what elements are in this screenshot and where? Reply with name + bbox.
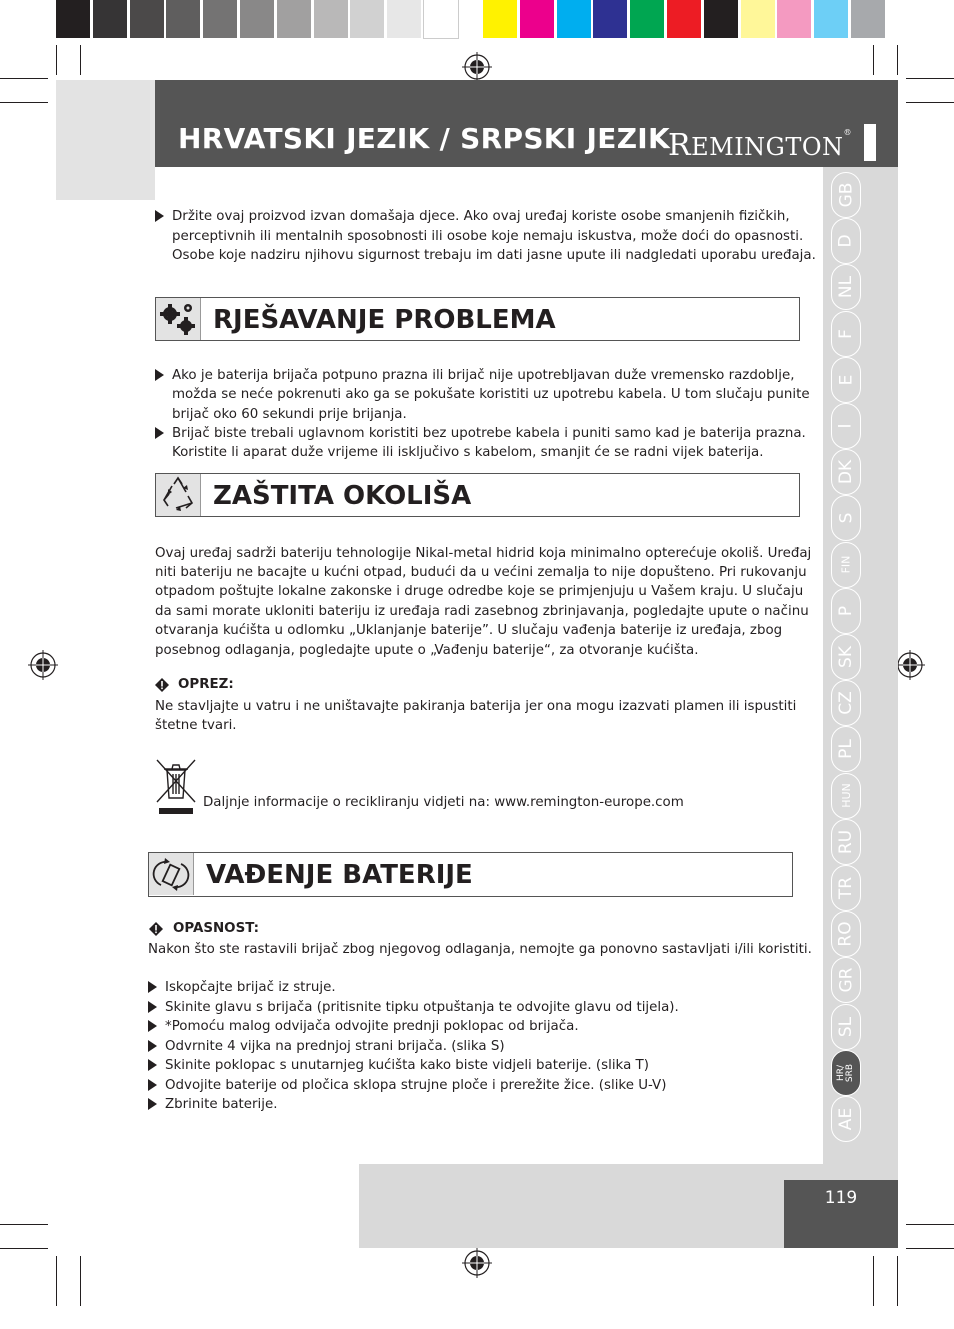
battery-removal-step: Iskopčajte brijač iz struje. (165, 980, 336, 995)
crop-mark (0, 1224, 48, 1225)
crop-mark (0, 102, 48, 103)
battery-removal-step: Odvojite baterije od pločica sklopa strujne ploče i prerežite žice. (slike U-V) (165, 1077, 667, 1093)
battery-removal-icon (149, 853, 194, 895)
recycle-icon (156, 474, 201, 516)
warning-icon (149, 922, 163, 936)
color-swatch (593, 0, 627, 38)
language-tab-label: S (835, 512, 856, 524)
language-tab-s[interactable] (831, 495, 861, 541)
section-heading-troubleshooting (155, 297, 800, 341)
crop-mark (906, 1224, 954, 1225)
language-tab-cz[interactable] (831, 680, 861, 726)
language-tab-sk[interactable] (831, 634, 861, 680)
language-tab-label: TR (835, 876, 856, 900)
bullet-arrow-icon (155, 210, 164, 222)
registration-mark-icon (895, 650, 925, 680)
bullet-arrow-icon (155, 427, 164, 439)
crop-mark (897, 45, 898, 75)
caution-line: štetne tvari. (155, 718, 237, 733)
crop-mark (906, 1248, 954, 1249)
color-swatch (483, 0, 517, 38)
troubleshoot-line: možda se neće pokrenuti ako ga se pokušate koristiti uz upotrebu kabela. U tom slučaju punite (172, 387, 810, 402)
language-tab-label: I (835, 423, 856, 429)
environment-paragraph-line: posebnog odlaganja, pogledajte upute o „Vađenju baterije“, za otvoranje kućišta. (155, 643, 699, 658)
troubleshoot-line: Brijač biste trebali uglavnom koristiti bez upotrebe kabela i puniti samo kad je baterija prazna. (172, 426, 806, 441)
language-tab-label: D (836, 234, 856, 248)
crop-mark (906, 78, 954, 79)
bullet-arrow-icon (148, 1079, 157, 1091)
registration-mark-icon (28, 650, 58, 680)
language-tab-label: NL (835, 276, 856, 299)
language-tab-gr[interactable] (831, 957, 861, 1003)
bullet-arrow-icon (148, 981, 157, 993)
environment-paragraph-line: niti bateriju ne bacajte u kućni otpad, budući da u većini zemalja to nije dopušteno. Pri rukovanju (155, 565, 807, 580)
language-tab-label: SK (835, 646, 856, 668)
crop-mark (906, 102, 954, 103)
language-tab-label: RO (835, 921, 856, 947)
language-tab-label: DK (836, 460, 856, 485)
language-tab-label: RU (835, 829, 856, 854)
troubleshoot-line: Ako je baterija brijača potpuno prazna ili brijač nije upotrebljavan duže vremensko razdoblje, (172, 368, 795, 383)
bullet-arrow-icon (148, 1040, 157, 1052)
color-swatch (350, 0, 384, 38)
language-tab-i[interactable] (831, 403, 861, 449)
crop-mark (56, 1256, 57, 1306)
color-swatch (240, 0, 274, 38)
environment-paragraph-line: da sami morate ukloniti bateriju iz uređaja radi zasebnog zbrinjavanja, pogledajte upute o načinu (155, 604, 809, 619)
page-title: HRVATSKI JEZIK / SRPSKI JEZIK (178, 122, 671, 155)
color-swatch (130, 0, 164, 38)
language-tab-hr-srb[interactable] (831, 1050, 861, 1096)
color-swatch (667, 0, 701, 38)
bullet-arrow-icon (148, 1098, 157, 1110)
language-tab-label: CZ (836, 691, 856, 715)
crop-mark (0, 78, 48, 79)
language-tab-label: F (836, 328, 856, 339)
crop-mark (80, 1256, 81, 1306)
header-side-panel (56, 80, 155, 200)
language-tab-label: GB (836, 182, 856, 208)
language-tab-p[interactable] (831, 588, 861, 634)
color-swatch (166, 0, 200, 38)
danger-label: OPASNOST: (173, 921, 259, 936)
language-tab-dk[interactable] (831, 449, 861, 495)
intro-line: Osobe koje nadziru njihovu sigurnost trebaju im dati jasne upute ili nadgledati uporabu uređaja. (172, 248, 816, 263)
bullet-arrow-icon (155, 369, 164, 381)
language-tab-hun[interactable] (831, 773, 861, 819)
language-tab-ru[interactable] (831, 819, 861, 865)
language-tab-tr[interactable] (831, 865, 861, 911)
troubleshoot-line: Koristite li aparat duže vrijeme ili isključivo s kabelom, smanjit će se radni vijek baterija. (172, 445, 764, 460)
caution-line: Ne stavljajte u vatru i ne uništavajte pakiranja baterija jer ona mogu izazvati plamen ili ispustiti (155, 699, 797, 714)
environment-paragraph-line: otpadom poštujte lokalne zakonske i druge odredbe koje se primjenjuju u Vašem kraju. U slučaju (155, 584, 804, 599)
environment-paragraph-line: Ovaj uređaj sadrži bateriju tehnologije Nikal-metal hidrid koja minimalno opterećuje okoliš. Uređaj (155, 546, 812, 561)
section-heading-battery-removal (148, 852, 793, 897)
color-swatch (520, 0, 554, 38)
color-swatch (851, 0, 885, 38)
warning-icon (155, 678, 169, 692)
language-tab-label: SL (835, 1016, 856, 1037)
language-tab-label-line: HR/ (835, 1064, 846, 1081)
section-title: VAĐENJE BATERIJE (206, 860, 473, 890)
troubleshoot-line: brijač oko 60 sekundi prije brijanja. (172, 407, 407, 422)
language-tab-label: P (835, 605, 856, 616)
battery-removal-step: Skinite poklopac s unutarnjeg kućišta kako biste vidjeli baterije. (slika T) (165, 1058, 649, 1073)
language-tab-d[interactable] (831, 218, 861, 264)
danger-text: Nakon što ste rastavili brijač zbog njegovog odlaganja, nemojte ga ponovno sastavljati i/ili koristiti. (148, 942, 812, 957)
color-swatch (741, 0, 775, 38)
language-tab-ae[interactable] (831, 1096, 861, 1142)
color-swatch (630, 0, 664, 38)
section-heading-environment (155, 473, 800, 517)
recycling-info-text: Daljnje informacije o recikliranju vidjeti na: www.remington-europe.com (203, 795, 684, 810)
language-tab-label: HUN (839, 783, 853, 808)
crop-mark (873, 45, 874, 75)
color-swatch (277, 0, 311, 38)
bullet-arrow-icon (148, 1059, 157, 1071)
crop-mark (897, 1256, 898, 1306)
color-swatch (704, 0, 738, 38)
language-tab-gb[interactable] (831, 172, 861, 218)
caution-label: OPREZ: (178, 677, 234, 692)
bullet-arrow-icon (148, 1020, 157, 1032)
crop-mark (56, 45, 57, 75)
battery-removal-step: Odvrnite 4 vijka na prednjoj strani brijača. (slika S) (165, 1038, 505, 1054)
color-swatch (557, 0, 591, 38)
language-tab-label (837, 1064, 855, 1082)
color-swatch (56, 0, 90, 38)
color-swatch (814, 0, 848, 38)
color-swatch (777, 0, 811, 38)
page-number: 119 (784, 1180, 898, 1248)
crop-mark (80, 45, 81, 75)
color-swatch (314, 0, 348, 38)
battery-removal-step: *Pomoću malog odvijača odvojite prednji poklopac od brijača. (165, 1019, 579, 1034)
color-swatch (387, 0, 421, 38)
color-swatch (93, 0, 127, 38)
language-tab-f[interactable] (831, 311, 861, 357)
crop-mark (0, 1248, 48, 1249)
language-tab-sl[interactable] (831, 1004, 861, 1050)
environment-paragraph-line: otvaranja kućišta u odlomku „Uklanjanje baterije”. U slučaju vađenja baterije iz uređaja, zbog (155, 623, 783, 638)
crossed-bin-icon (155, 758, 197, 816)
crop-mark (873, 1256, 874, 1306)
language-tab-label: FIN (839, 555, 853, 574)
language-tab-e[interactable] (831, 357, 861, 403)
language-tab-label: GR (836, 967, 856, 993)
registration-mark-icon (462, 1248, 492, 1278)
language-tab-fin[interactable] (831, 542, 861, 588)
color-swatch (203, 0, 237, 38)
language-tab-label: AE (836, 1107, 856, 1131)
language-tab-ro[interactable] (831, 911, 861, 957)
battery-removal-step: Zbrinite baterije. (165, 1097, 278, 1112)
section-title: RJEŠAVANJE PROBLEMA (213, 305, 556, 335)
language-tab-nl[interactable] (831, 264, 861, 310)
intro-line: Držite ovaj proizvod izvan domašaja djece. Ako ovaj uređaj koriste osobe smanjenih fizičkih, (172, 209, 790, 224)
language-tab-pl[interactable] (831, 726, 861, 772)
color-swatch (424, 0, 458, 38)
bullet-arrow-icon (148, 1001, 157, 1013)
language-tab-label: E (836, 374, 856, 386)
gears-icon (156, 298, 201, 340)
intro-line: perceptivnih ili mentalnih sposobnosti ili osobe koje nemaju iskustva, može doći do opasnosti. (172, 229, 804, 244)
language-tab-label-line: SRB (844, 1063, 855, 1082)
section-title: ZAŠTITA OKOLIŠA (213, 481, 472, 511)
registration-mark-icon (462, 52, 492, 82)
language-tab-label: PL (835, 739, 856, 760)
brand-logo-bar (864, 124, 876, 161)
battery-removal-step: Skinite glavu s brijača (pritisnite tipku otpuštanja te odvojite glavu od tijela). (165, 999, 679, 1015)
brand-logo: REMINGTON® (668, 128, 853, 163)
